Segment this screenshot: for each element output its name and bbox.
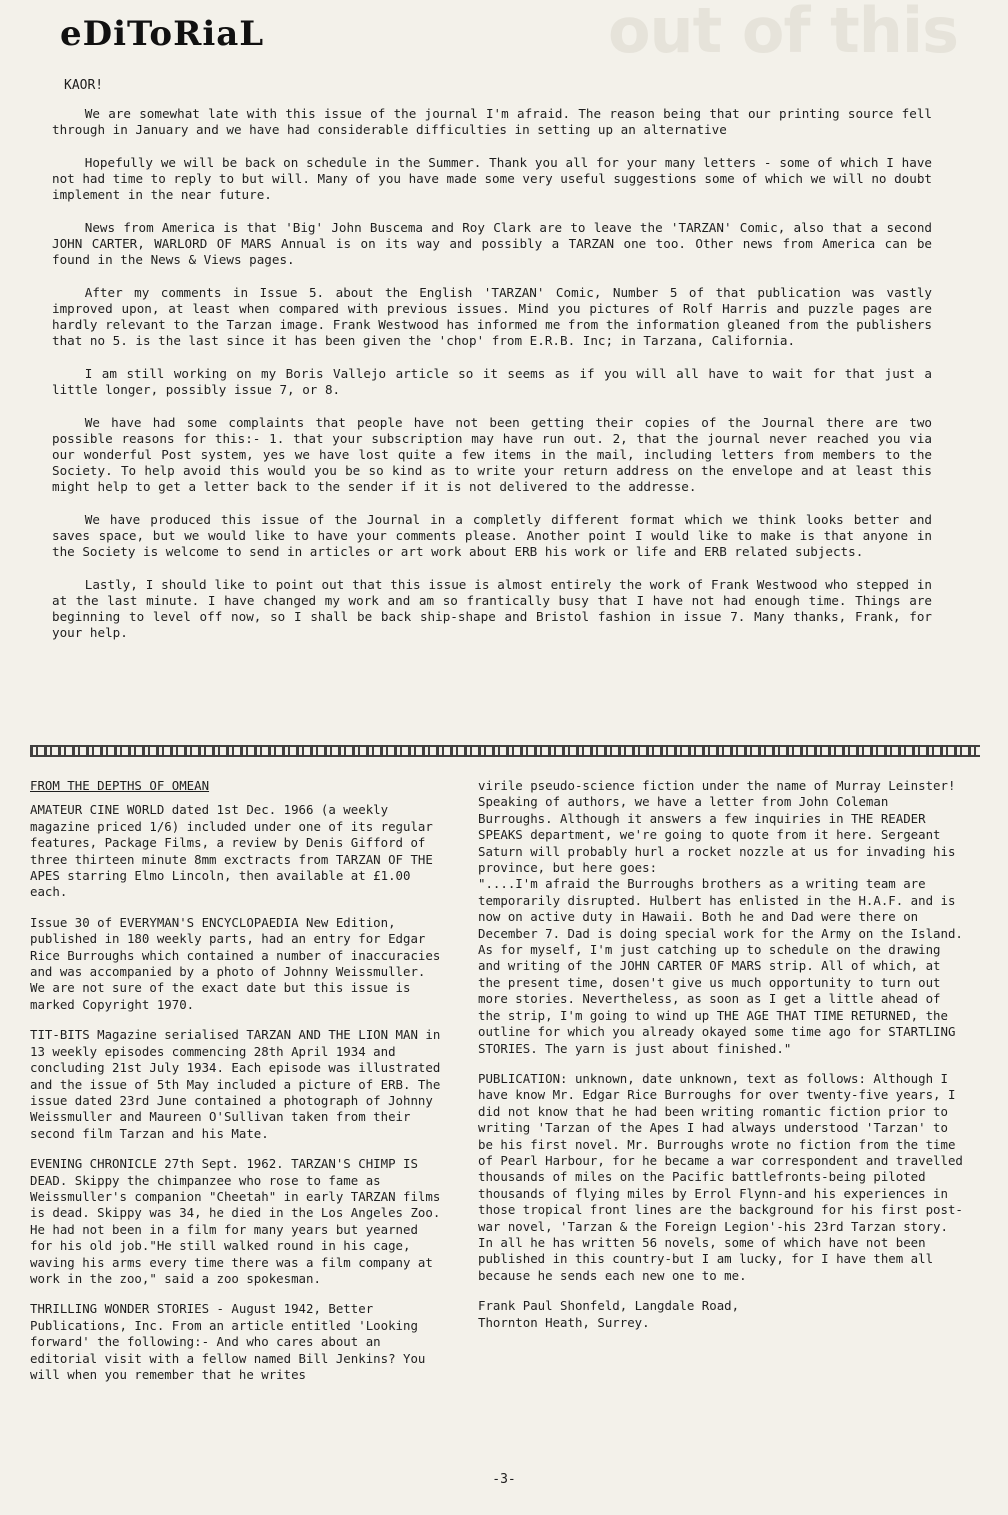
section-heading: FROM THE DEPTHS OF OMEAN <box>30 778 210 793</box>
signature-name: Frank Paul Shonfeld, Langdale Road, <box>478 1298 740 1314</box>
page-number: -3- <box>492 1472 516 1487</box>
editorial-paragraph: We have had some complaints that people have not been getting their copies of the Journal there are two possible reasons for this:- 1. that your subscription may have run out. 2, that the journal never reached you via our wonderful Post system, yes we have lost quite a few items in the mail, including letters from members to the Society. To help avoid this would you be so kind as to write your return address on the envelope and at least this might help to get a letter back to the sender if it is not delivered to the addresse. <box>52 415 932 494</box>
bleed-through-heading: out of this <box>607 0 958 67</box>
editorial-body <box>52 106 932 658</box>
editorial-paragraph: News from America is that 'Big' John Buscema and Roy Clark are to leave the 'TARZAN' Comic, also that a second JOHN CARTER, WARLORD OF MARS Annual is on its way and possibly a TARZAN one too. Other news from America can be found in the News & Views pages. <box>52 220 932 267</box>
editorial-paragraph: Lastly, I should like to point out that this issue is almost entirely the work of Frank Westwood who stepped in at the last minute. I have changed my work and am so frantically busy that I have not had enough time. Things are beginning to level off now, so I shall be back ship-shape and Bristol fashion in issue 7. Many thanks, Frank, for your help. <box>52 577 932 640</box>
editorial-paragraph: I am still working on my Boris Vallejo article so it seems as if you will all have to wait for that just a little longer, possibly issue 7, or 8. <box>52 366 932 397</box>
editorial-paragraph: After my comments in Issue 5. about the English 'TARZAN' Comic, Number 5 of that publication was vastly improved upon, at least when compared with previous issues. Mind you pictures of Rolf Harris and puzzle pages are hardly relevant to the Tarzan image. Frank Westwood has informed me from the information gleaned from the publishers that no 5. is the last since it has been given the 'chop' from E.R.B. Inc; in Tarzana, California. <box>52 285 932 348</box>
omean-item: PUBLICATION: unknown, date unknown, text as follows: Although I have know Mr. Edgar Rice Burroughs for over twenty-five years, I did not know that he had been writing romantic fiction prior to writing 'Tarzan of the Apes I had always understood 'Tarzan' to be his first novel. Mr. Burroughs wrote no fiction from the time of Pearl Harbour, for he became a war correspondent and travelled thousands of miles on the Pacific battlefronts-being piloted thousands of flying miles by Errol Flynn-and his experiences in those tropical front lines are the background for his first post-war novel, 'Tarzan & the Foreign Legion'-his 23rd Tarzan story. In all he has written 56 novels, some of which have not been published in this country-but I am lucky, for I have them all because he sends each new one to me. <box>478 1070 963 1283</box>
salutation: KAOR! <box>64 78 104 93</box>
omean-item: virile pseudo-science fiction under the name of Murray Leinster! Speaking of authors, we have a letter from John Coleman Burroughs. Although it answers a few inquiries in THE READER SPEAKS department, we're going to quote from it here. Sergeant Saturn will probably hurl a rocket nozzle at us for invading his province, but here goes: <box>478 778 956 876</box>
signature-block <box>478 1298 968 1331</box>
omean-item: TIT-BITS Magazine serialised TARZAN AND THE LION MAN in 13 weekly episodes commencing 28th April 1934 and concluding 21st July 1934. Each episode was illustrated and the issue of 5th May included a picture of ERB. The issue dated 23rd June contained a photograph of Johnny Weissmuller and Maureen O'Sullivan taken from their second film Tarzan and his Mate. <box>30 1027 441 1141</box>
page-title: eDiToRiaL <box>60 14 265 54</box>
decorative-divider <box>30 745 980 757</box>
omean-right-column <box>478 778 968 1331</box>
omean-item: THRILLING WONDER STORIES - August 1942, Better Publications, Inc. From an article entitled 'Looking forward' the following:- And who cares about an editorial visit with a fellow named Bill Jenkins? You will when you remember that he writes <box>30 1301 426 1382</box>
signature-place: Thornton Heath, Surrey. <box>478 1314 650 1330</box>
omean-left-column <box>30 778 442 1397</box>
quoted-letter: "....I'm afraid the Burroughs brothers as a writing team are temporarily disrupted. Hulbert has enlisted in the H.A.F. and is now on active duty in Hawaii. Both he and Dad were there on December 7. Dad is doing special work for the Army on the Island. As for myself, I'm just catching up to schedule on the drawing and writing of the JOHN CARTER OF MARS strip. All of which, at the present time, dosen't give us much opportunity to turn out more stories. Nevertheless, as soon as I get a little ahead of the strip, I'm going to wind up THE AGE THAT TIME RETURNED, the outline for which you already okayed some time ago for STARTLING STORIES. The yarn is just about finished." <box>478 876 963 1056</box>
omean-item: EVENING CHRONICLE 27th Sept. 1962. TARZAN'S CHIMP IS DEAD. Skippy the chimpanzee who rose to fame as Weissmuller's companion "Cheetah" in early TARZAN films is dead. Skippy was 34, he died in the Los Angeles Zoo. He had not been in a film for many years but yearned for his old job."He still walked round in his cage, waving his arms every time there was a film company at work in the zoo," said a zoo spokesman. <box>30 1156 441 1286</box>
editorial-paragraph: We are somewhat late with this issue of the journal I'm afraid. The reason being that our printing source fell through in January and we have had considerable difficulties in setting up an alternative <box>52 106 932 137</box>
editorial-paragraph: Hopefully we will be back on schedule in the Summer. Thank you all for your many letters - some of which I have not had time to reply to but will. Many of you have made some very useful suggestions some of which we will no doubt implement in the near future. <box>52 155 932 202</box>
editorial-paragraph: We have produced this issue of the Journal in a completly different format which we think looks better and saves space, but we would like to have your comments please. Another point I would like to make is that anyone in the Society is welcome to send in articles or art work about ERB his work or life and ERB related subjects. <box>52 512 932 559</box>
omean-item: Issue 30 of EVERYMAN'S ENCYCLOPAEDIA New Edition, published in 180 weekly parts, had an entry for Edgar Rice Burroughs which contained a number of inaccuracies and was accompanied by a photo of Johnny Weissmuller. We are not sure of the exact date but this issue is marked Copyright 1970. <box>30 914 441 1012</box>
omean-item: AMATEUR CINE WORLD dated 1st Dec. 1966 (a weekly magazine priced 1/6) included under one of its regular features, Package Films, a review by Denis Gifford of three thirteen minute 8mm exctracts from TARZAN OF THE APES starring Elmo Lincoln, then available at £1.00 each. <box>30 802 433 900</box>
